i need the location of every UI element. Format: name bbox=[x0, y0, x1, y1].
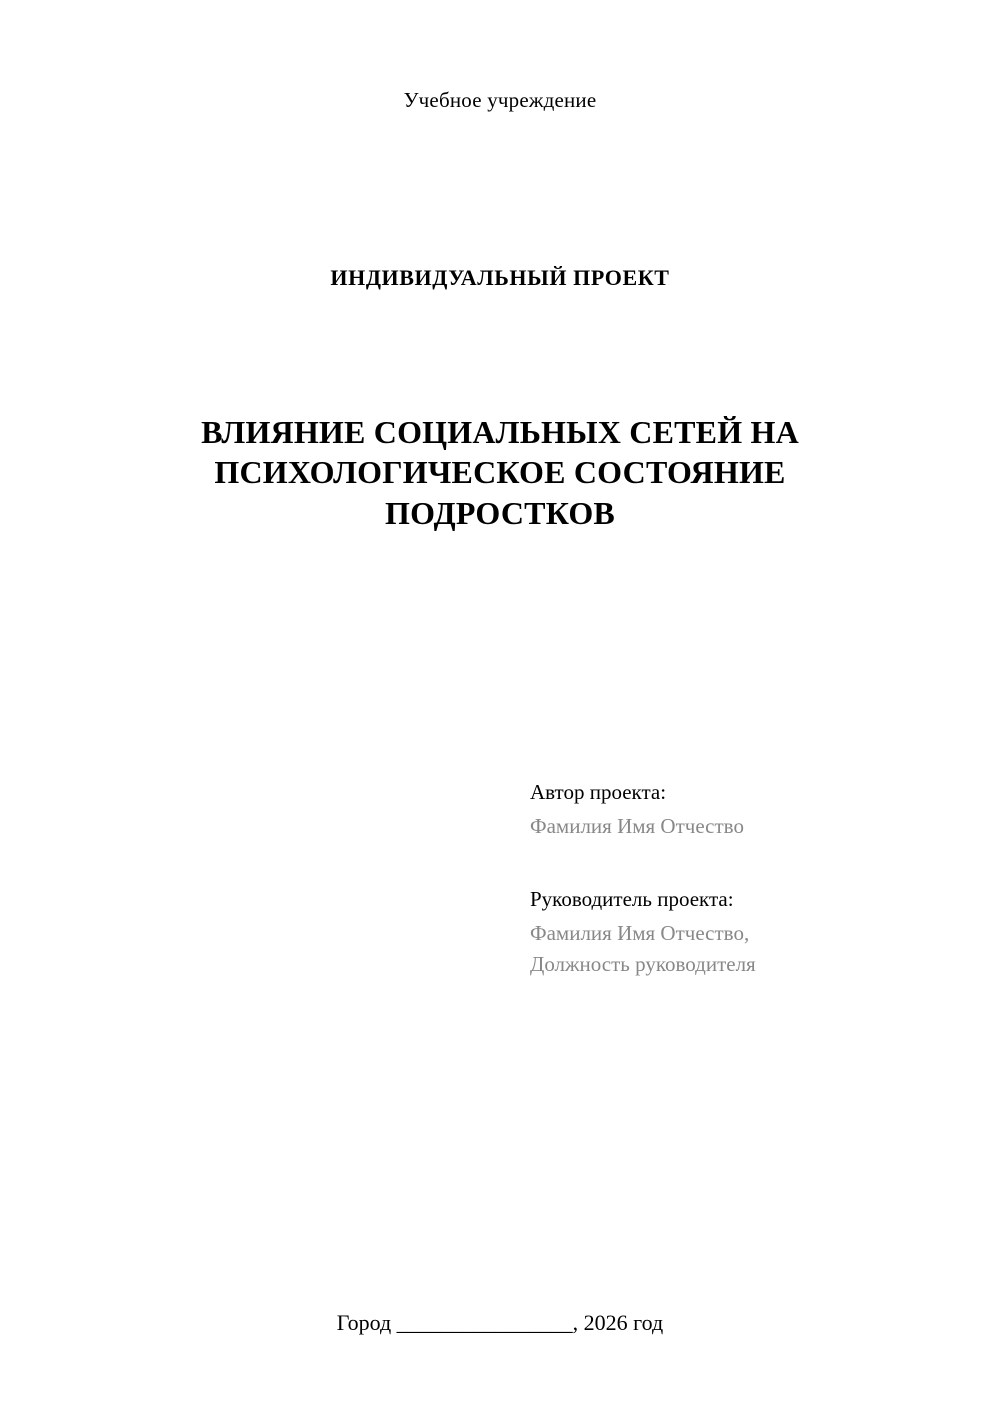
document-type: ИНДИВИДУАЛЬНЫЙ ПРОЕКТ bbox=[330, 265, 670, 290]
page-title: ВЛИЯНИЕ СОЦИАЛЬНЫХ СЕТЕЙ НА ПСИХОЛОГИЧЕСКОЕ СОСТОЯНИЕ ПОДРОСТКОВ bbox=[201, 414, 799, 531]
credits-block bbox=[530, 782, 930, 985]
credits-spacer bbox=[530, 847, 930, 889]
supervisor-label: Руководитель проекта: bbox=[530, 887, 734, 911]
supervisor-value-line2: Должность руководителя bbox=[530, 952, 756, 976]
institution-name: Учебное учреждение bbox=[403, 88, 597, 112]
author-label: Автор проекта: bbox=[530, 780, 667, 804]
footer-city-year: Город ________________, 2026 год bbox=[336, 1310, 664, 1335]
author-value: Фамилия Имя Отчество bbox=[530, 814, 744, 838]
supervisor-value-line1: Фамилия Имя Отчество, bbox=[530, 921, 750, 945]
